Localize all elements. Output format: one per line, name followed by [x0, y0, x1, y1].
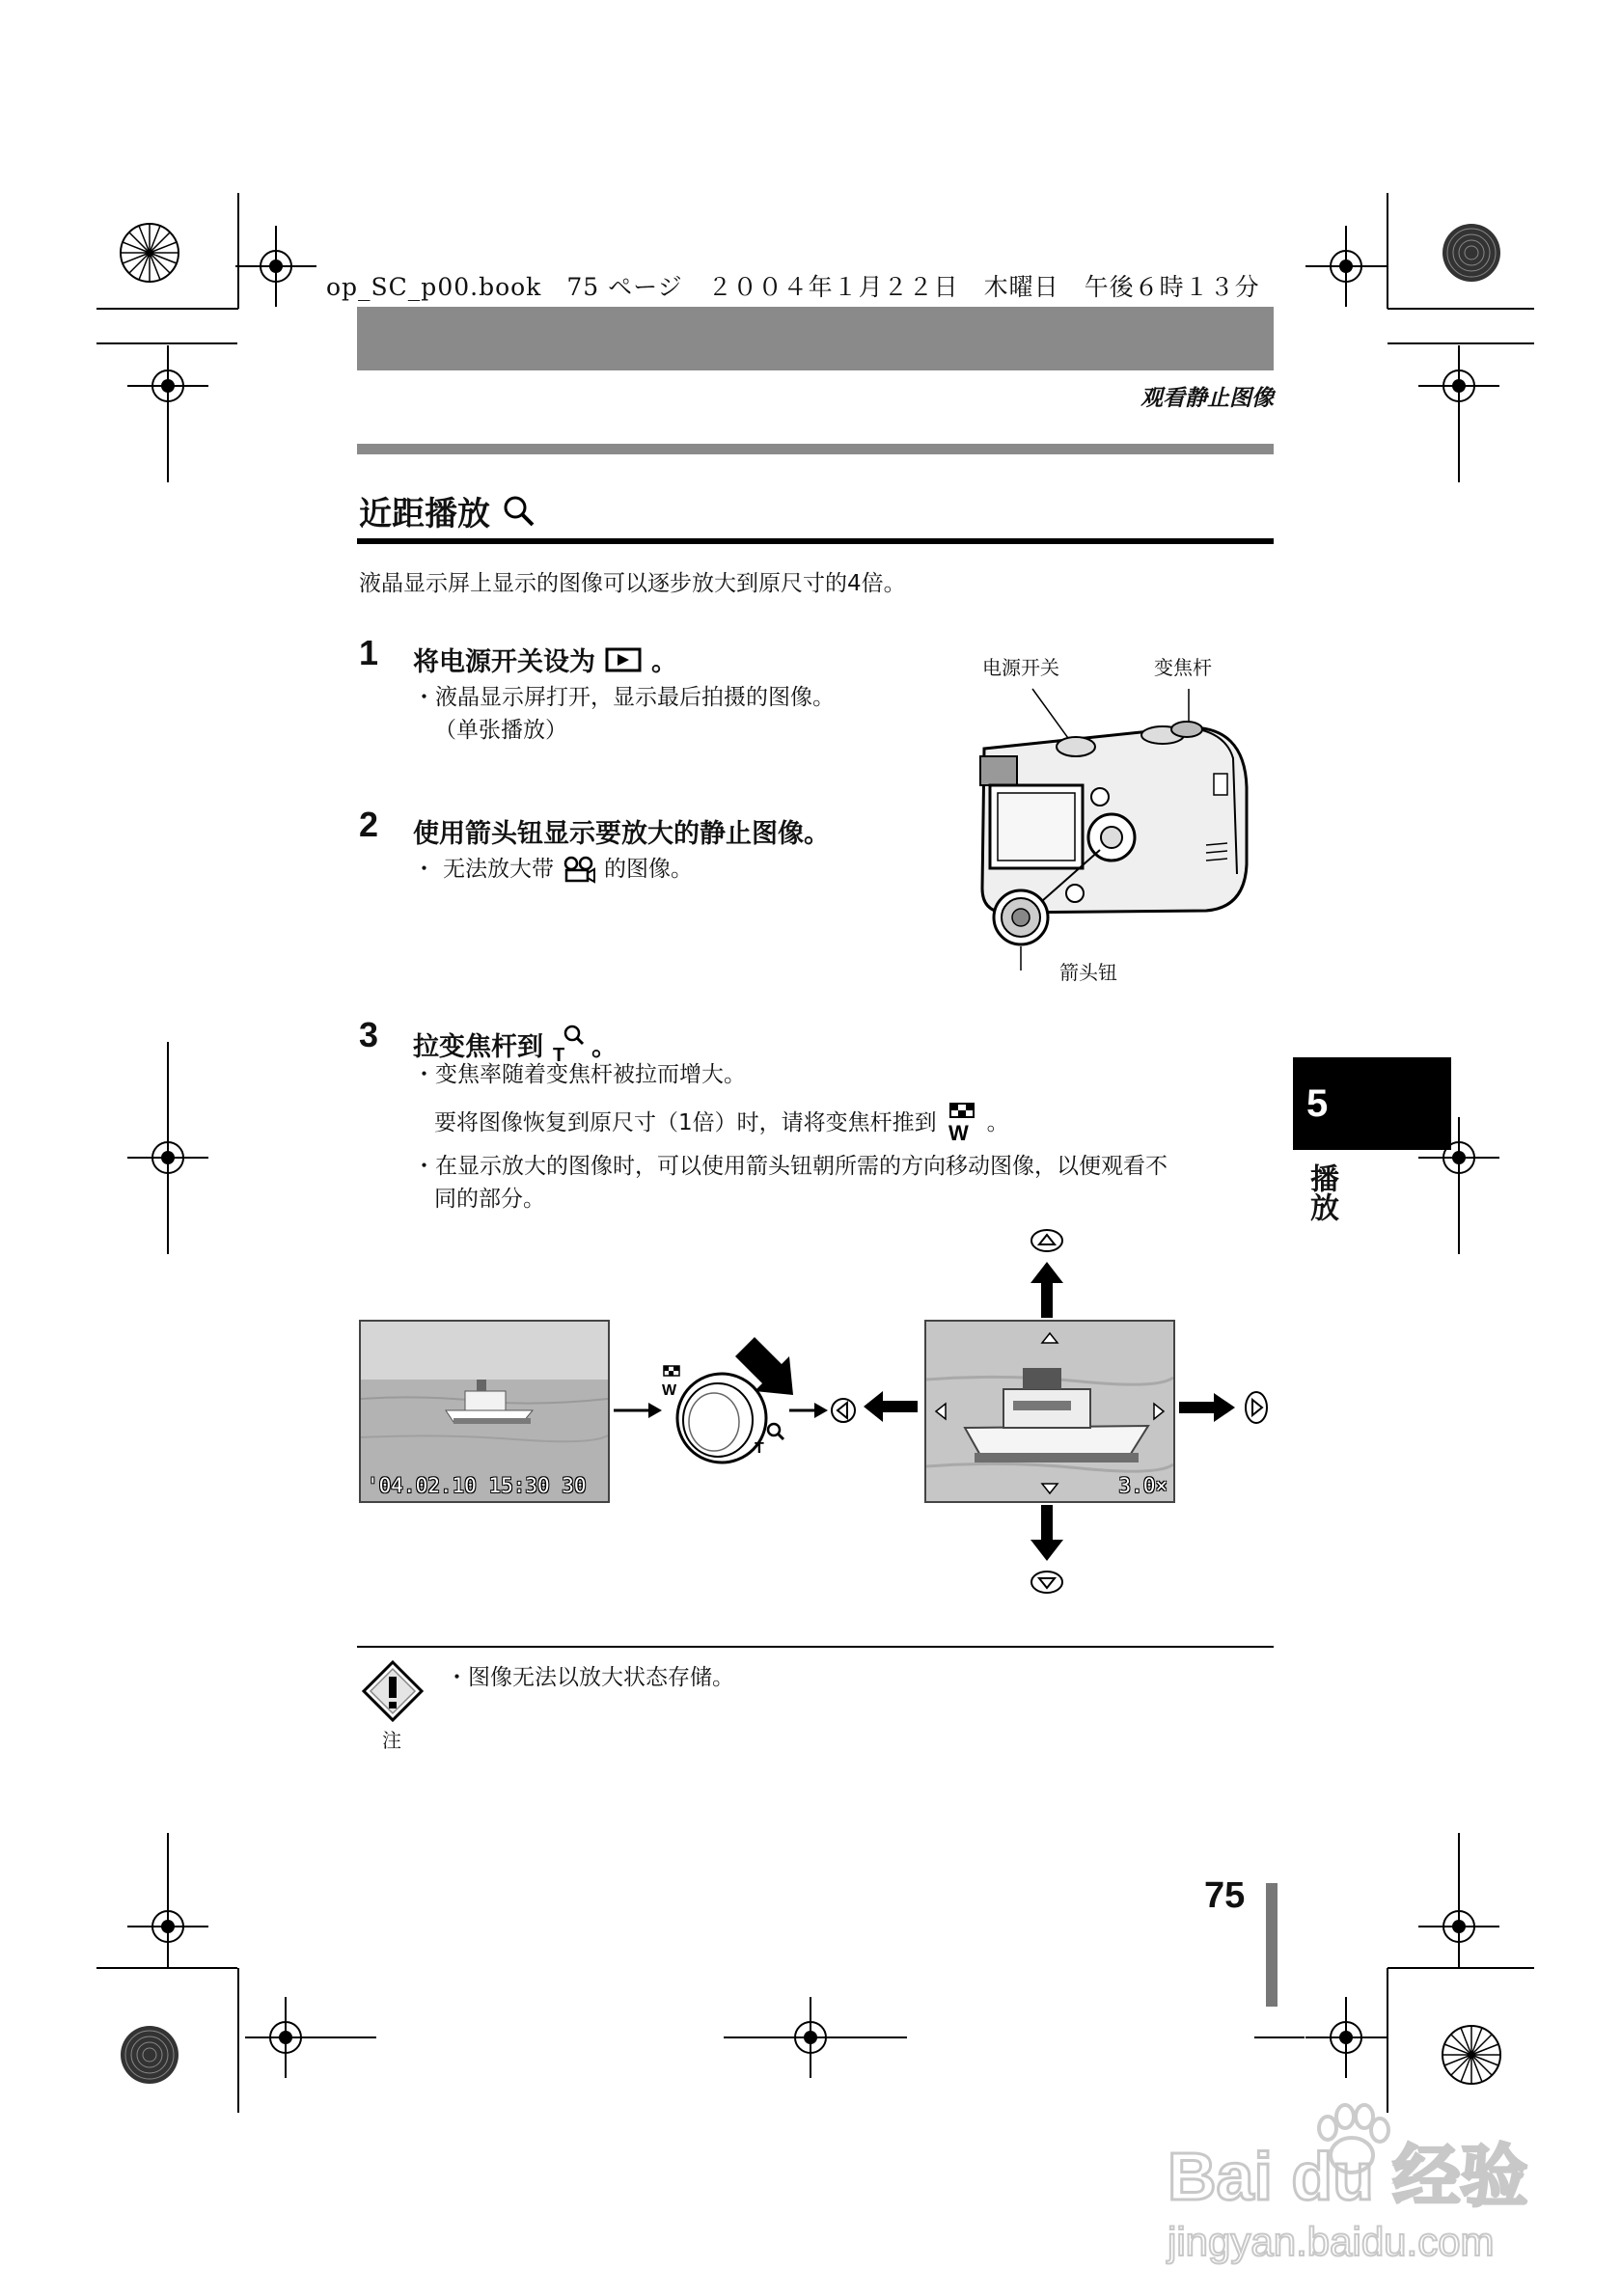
zoom-lever-diagram — [610, 1322, 861, 1495]
move-down-arrow — [1023, 1503, 1071, 1596]
photo-date-stamp: '04.02.10 15:30 30 — [367, 1474, 587, 1497]
caution-icon — [361, 1659, 425, 1723]
svg-text:W: W — [948, 1121, 969, 1144]
bullet-dot: ・ — [413, 857, 435, 882]
step-1-bullet-text: 液晶显示屏打开，显示最后拍摄的图像。 — [435, 685, 835, 710]
zoomed-photo — [924, 1320, 1175, 1503]
step-1-title — [413, 641, 677, 678]
print-header: op_SC_p00.book 75 ページ ２００４年１月２２日 木曜日 午後６時１３分 — [326, 273, 1260, 301]
magnify-icon — [502, 494, 536, 529]
zoom-ratio-readout: 3.0× — [1118, 1474, 1168, 1497]
header-band — [357, 307, 1274, 370]
step-2-title: 使用箭头钮显示要放大的静止图像。 — [413, 819, 830, 849]
note-rule — [357, 1646, 1274, 1648]
step-2-bullet — [413, 853, 693, 886]
playback-photo — [359, 1320, 610, 1503]
playback-mode-icon — [605, 647, 642, 672]
svg-text:T: T — [755, 1440, 764, 1457]
note-label: 注 — [382, 1729, 401, 1752]
running-title: 观看静止图像 — [1140, 386, 1274, 411]
power-switch-label: 电源开关 — [982, 656, 1059, 679]
step-1-number: 1 — [359, 633, 379, 672]
bullet-dot: ・ — [413, 1154, 435, 1179]
bullet-dot: ・ — [446, 1665, 468, 1690]
step-2-bullet-text: 无法放大带 — [443, 857, 554, 882]
bullet-dot: ・ — [413, 1062, 435, 1087]
step-1-bullet-continued: （单张播放） — [434, 718, 567, 743]
step-1-bullet — [413, 681, 835, 714]
tele-zoom-icon — [551, 1025, 584, 1063]
svg-text:W: W — [662, 1382, 677, 1399]
watermark-url: jingyan.baidu.com — [1168, 2219, 1495, 2264]
step-3-title — [413, 1025, 618, 1063]
step-1-title-end: 。 — [651, 647, 677, 677]
move-up-arrow — [1023, 1227, 1071, 1320]
arrow-pad-label: 箭头钮 — [1059, 961, 1117, 984]
step-3-bullet-1-sub — [434, 1102, 1009, 1144]
note-text — [446, 1661, 734, 1694]
movie-icon — [562, 855, 596, 884]
section-heading — [359, 487, 536, 534]
step-3-bullet-2-continued: 同的部分。 — [434, 1187, 545, 1212]
step-3-title-end: 。 — [591, 1032, 618, 1062]
page-number-bar — [1266, 1883, 1278, 2007]
step-3-number: 3 — [359, 1015, 379, 1054]
zoom-lever-label: 变焦杆 — [1154, 656, 1212, 679]
step-1-title-text: 将电源开关设为 — [413, 647, 595, 677]
move-left-arrow — [862, 1389, 920, 1424]
step-3-bullet-1-sub-text: 要将图像恢复到原尺寸（1倍）时，请将变焦杆推到 — [434, 1110, 937, 1135]
page-number: 75 — [1204, 1875, 1246, 1916]
note-text-content: 图像无法以放大状态存储。 — [468, 1665, 734, 1690]
svg-text:T: T — [553, 1045, 565, 1063]
move-right-arrow — [1175, 1385, 1272, 1430]
section-title: 近距播放 — [359, 495, 490, 533]
camera-illustration — [965, 681, 1264, 970]
step-3-bullet-1-sub-end: 。 — [986, 1110, 1009, 1135]
step-3-bullet-1-text: 变焦率随着变焦杆被拉而增大。 — [435, 1062, 746, 1087]
chapter-tab — [1293, 1057, 1451, 1150]
bullet-dot: ・ — [413, 685, 435, 710]
step-3-bullet-1 — [413, 1058, 746, 1091]
step-2-number: 2 — [359, 805, 379, 844]
step-3-title-text: 拉变焦杆到 — [413, 1032, 543, 1062]
header-rule — [357, 444, 1274, 454]
step-3-bullet-2 — [413, 1150, 1168, 1183]
step-2-bullet-end: 的图像。 — [604, 857, 693, 882]
wide-zoom-icon — [945, 1102, 979, 1144]
chapter-number: 5 — [1306, 1081, 1329, 1125]
baidu-watermark: Bai du 经验 — [1168, 2139, 1528, 2214]
step-3-bullet-2-text: 在显示放大的图像时，可以使用箭头钮朝所需的方向移动图像，以便观看不 — [435, 1154, 1168, 1179]
chapter-label: 播放 — [1305, 1163, 1338, 1221]
section-rule — [357, 538, 1274, 544]
intro-text: 液晶显示屏上显示的图像可以逐步放大到原尺寸的4倍。 — [359, 571, 906, 596]
